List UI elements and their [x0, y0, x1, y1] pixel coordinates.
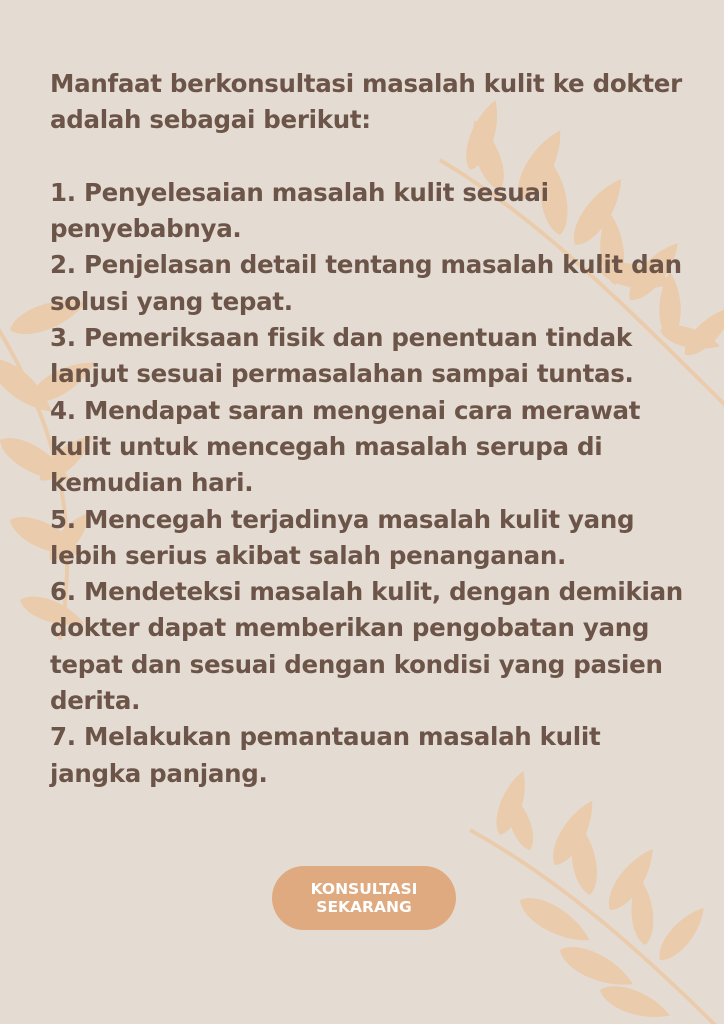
benefits-text [50, 66, 690, 792]
consult-now-label: KONSULTASI SEKARANG [310, 880, 418, 916]
consult-now-button[interactable] [272, 866, 456, 930]
benefit-item: 7. Melakukan pemantauan masalah kulit jangka panjang. [50, 722, 601, 788]
benefit-item: 5. Mencegah terjadinya masalah kulit yang lebih serius akibat salah penanganan. [50, 504, 635, 570]
intro-paragraph: Manfaat berkonsultasi masalah kulit ke dokter adalah sebagai berikut: [50, 69, 682, 135]
benefit-item: 1. Penyelesaian masalah kulit sesuai penyebabnya. [50, 177, 549, 244]
benefit-item: 4. Mendapat saran mengenai cara merawat kulit untuk mencegah masalah serupa di kemudian hari. [50, 395, 641, 498]
leaf-branch-bottom-right-icon [470, 767, 720, 1024]
benefit-item: 3. Pemeriksaan fisik dan penentuan tindak lanjut sesuai permasalahan sampai tuntas. [50, 323, 634, 389]
benefit-item: 2. Penjelasan detail tentang masalah kulit dan solusi yang tepat. [50, 250, 682, 316]
benefit-item: 6. Mendeteksi masalah kulit, dengan demikian dokter dapat memberikan pengobatan yang tepat dan sesuai dengan kondisi yang pasien derita. [50, 577, 683, 716]
